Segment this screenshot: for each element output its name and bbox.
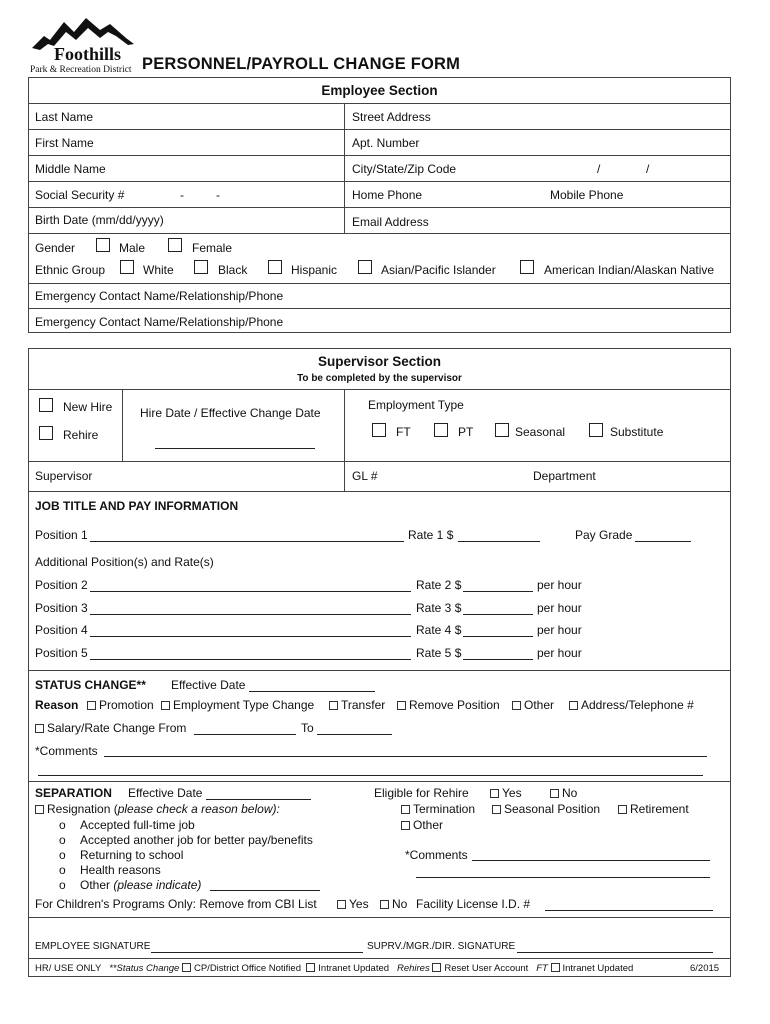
new-hire-checkbox[interactable] (39, 398, 53, 412)
supervisor-field[interactable]: Supervisor (35, 469, 93, 483)
pt-label: PT (458, 425, 474, 439)
remove-position-option[interactable] (397, 698, 500, 712)
separation-effective-input[interactable] (206, 799, 311, 800)
reset-account-label: Reset User Account (444, 963, 529, 974)
ft-label: FT (396, 425, 411, 439)
city-separator: / (597, 162, 601, 176)
ft-checkbox[interactable] (372, 423, 386, 437)
reason-bullet-icon: o (59, 863, 66, 877)
reason-other-label: Other (80, 878, 114, 892)
form-title: PERSONNEL/PAYROLL CHANGE FORM (142, 55, 461, 73)
cbi-no-checkbox[interactable] (380, 900, 389, 909)
seasonal-position-option[interactable] (492, 802, 600, 816)
other-option[interactable] (512, 698, 554, 712)
supervisor-signature-label: SUPRV./MGR./DIR. SIGNATURE (367, 941, 516, 952)
salary-to-input[interactable] (317, 734, 392, 735)
first-name-field[interactable]: First Name (35, 136, 94, 150)
cp-notified-checkbox[interactable] (182, 963, 191, 972)
employment-type-change-label: Employment Type Change (173, 698, 315, 712)
cbi-no-option[interactable] (380, 897, 407, 911)
department-field[interactable]: Department (533, 469, 596, 483)
facility-license-label: Facility License I.D. # (416, 897, 531, 911)
last-name-field[interactable]: Last Name (35, 110, 94, 124)
new-hire-label: New Hire (63, 400, 113, 414)
white-label: White (143, 263, 174, 277)
separation-other-option[interactable] (401, 818, 443, 832)
male-label: Male (119, 241, 146, 255)
reason-better-pay[interactable]: Accepted another job for better pay/benefits (80, 833, 313, 847)
promotion-option[interactable] (87, 698, 154, 712)
employee-section-heading: Employee Section (321, 83, 438, 98)
status-effective-label: Effective Date (171, 678, 246, 692)
intranet-updated-2-checkbox[interactable] (551, 963, 560, 972)
reason-full-time-job[interactable]: Accepted full-time job (80, 818, 195, 832)
position-input[interactable] (90, 659, 411, 660)
resignation-checkbox[interactable] (35, 805, 44, 814)
street-address-field[interactable]: Street Address (352, 110, 431, 124)
intranet-updated-2-label: Intranet Updated (562, 963, 634, 974)
status-comments-input[interactable] (104, 756, 707, 757)
rate-1-label: Rate 1 $ (408, 528, 454, 542)
asian-label: Asian/Pacific Islander (381, 263, 496, 277)
logo-subtitle: Park & Recreation District (30, 65, 132, 75)
emergency-contact-1-field[interactable]: Emergency Contact Name/Relationship/Phone (35, 289, 284, 303)
intranet-updated-checkbox[interactable] (306, 963, 315, 972)
hire-date-input[interactable] (155, 448, 315, 449)
resignation-option[interactable] (35, 802, 280, 816)
employee-signature-label: EMPLOYEE SIGNATURE (35, 941, 151, 952)
rate-label: Rate 4 $ (416, 623, 462, 637)
position-1-input[interactable] (90, 541, 404, 542)
rate-1-input[interactable] (458, 541, 540, 542)
pay-grade-input[interactable] (635, 541, 691, 542)
seasonal-position-checkbox[interactable] (492, 805, 501, 814)
position-label: Position 5 (35, 646, 88, 660)
position-label: Position 4 (35, 623, 88, 637)
reason-school[interactable]: Returning to school (80, 848, 184, 862)
separation-heading: SEPARATION (35, 786, 112, 800)
male-checkbox[interactable] (96, 238, 110, 252)
termination-checkbox[interactable] (401, 805, 410, 814)
hr-only-label: HR/ USE ONLY (35, 963, 102, 974)
per-hour-label: per hour (537, 601, 582, 615)
cbi-yes-option[interactable] (337, 897, 369, 911)
rate-label: Rate 5 $ (416, 646, 462, 660)
rehires-footer-label: Rehires (396, 963, 430, 974)
reason-other-input[interactable] (210, 890, 320, 891)
black-label: Black (218, 263, 248, 277)
salary-change-checkbox[interactable] (35, 724, 44, 733)
reason-bullet-icon: o (59, 848, 66, 862)
supervisor-signature-input[interactable] (517, 952, 713, 953)
per-hour-label: per hour (537, 623, 582, 637)
ethnic-group-label: Ethnic Group (35, 263, 106, 277)
employment-type-change-option[interactable] (161, 698, 314, 712)
promotion-label: Promotion (99, 698, 154, 712)
per-hour-label: per hour (537, 578, 582, 592)
rate-label: Rate 3 $ (416, 601, 462, 615)
hispanic-checkbox[interactable] (268, 260, 282, 274)
city-separator: / (646, 162, 650, 176)
seasonal-label: Seasonal (515, 425, 566, 439)
salary-change-label: Salary/Rate Change From (47, 721, 187, 735)
pay-grade-label: Pay Grade (575, 528, 633, 542)
rehire-yes-option[interactable] (490, 786, 522, 800)
reason-bullet-icon: o (59, 878, 66, 892)
retirement-checkbox[interactable] (618, 805, 627, 814)
promotion-checkbox[interactable] (87, 701, 96, 710)
termination-option[interactable] (401, 802, 475, 816)
status-effective-input[interactable] (249, 691, 375, 692)
logo (30, 14, 140, 74)
retirement-label: Retirement (630, 802, 689, 816)
white-checkbox[interactable] (120, 260, 134, 274)
substitute-label: Substitute (610, 425, 664, 439)
logo-name: Foothills (54, 44, 122, 64)
ssn-separator: - (216, 188, 220, 202)
position-label: Position 2 (35, 578, 88, 592)
intranet-updated-label: Intranet Updated (318, 963, 390, 974)
job-section-heading: JOB TITLE AND PAY INFORMATION (35, 499, 239, 513)
seasonal-position-label: Seasonal Position (504, 802, 601, 816)
seasonal-checkbox[interactable] (495, 423, 509, 437)
rehire-yes-label: Yes (502, 786, 522, 800)
position-input[interactable] (90, 614, 411, 615)
reason-other[interactable] (80, 878, 201, 892)
reset-account-checkbox[interactable] (432, 963, 441, 972)
per-hour-label: per hour (537, 646, 582, 660)
status-change-heading: STATUS CHANGE** (35, 678, 146, 692)
eligible-rehire-label: Eligible for Rehire (374, 786, 469, 800)
salary-change-option[interactable] (35, 721, 186, 735)
rate-input[interactable] (463, 614, 533, 615)
resignation-label: Resignation ( (47, 802, 118, 816)
gl-field[interactable]: GL # (352, 469, 378, 483)
retirement-option[interactable] (618, 802, 689, 816)
female-checkbox[interactable] (168, 238, 182, 252)
home-phone-field[interactable]: Home Phone (352, 188, 423, 202)
separation-comments-input-line2[interactable] (416, 877, 710, 878)
ssn-separator: - (180, 188, 184, 202)
asian-checkbox[interactable] (358, 260, 372, 274)
rate-input[interactable] (463, 636, 533, 637)
address-telephone-option[interactable] (569, 698, 694, 712)
mobile-phone-field[interactable]: Mobile Phone (550, 188, 624, 202)
middle-name-field[interactable]: Middle Name (35, 162, 106, 176)
additional-positions-label: Additional Position(s) and Rate(s) (35, 555, 214, 569)
remove-position-checkbox[interactable] (397, 701, 406, 710)
substitute-checkbox[interactable] (589, 423, 603, 437)
reason-bullet-icon: o (59, 818, 66, 832)
emergency-contact-2-field[interactable]: Emergency Contact Name/Relationship/Phone (35, 315, 284, 329)
female-label: Female (192, 241, 233, 255)
native-label: American Indian/Alaskan Native (544, 263, 715, 277)
reason-label: Reason (35, 698, 79, 712)
status-comments-label: *Comments (35, 744, 98, 758)
rehire-no-checkbox[interactable] (550, 789, 559, 798)
rehire-label: Rehire (63, 428, 99, 442)
other-label: Other (524, 698, 555, 712)
gender-label: Gender (35, 241, 76, 255)
email-field[interactable]: Email Address (352, 215, 429, 229)
salary-to-label: To (301, 721, 314, 735)
hr-footer (35, 963, 633, 974)
separation-effective-label: Effective Date (128, 786, 203, 800)
cp-notified-label: CP/District Office Notified (193, 963, 301, 974)
separation-comments-input[interactable] (472, 860, 710, 861)
status-change-footer-label: **Status Change (109, 963, 180, 974)
status-comments-input-line2[interactable] (38, 775, 703, 776)
separation-other-checkbox[interactable] (401, 821, 410, 830)
cbi-yes-label: Yes (349, 897, 369, 911)
reason-other-note: (please indicate) (113, 878, 202, 892)
other-checkbox[interactable] (512, 701, 521, 710)
rate-input[interactable] (463, 659, 533, 660)
childrens-programs-label: For Children's Programs Only: Remove from CBI List (35, 897, 317, 911)
rate-label: Rate 2 $ (416, 578, 462, 592)
native-checkbox[interactable] (520, 260, 534, 274)
position-label: Position 3 (35, 601, 88, 615)
termination-label: Termination (413, 802, 476, 816)
address-telephone-checkbox[interactable] (569, 701, 578, 710)
position-input[interactable] (90, 591, 411, 592)
rehire-checkbox[interactable] (39, 426, 53, 440)
ssn-field[interactable]: Social Security # (35, 188, 125, 202)
supervisor-subheading: To be completed by the supervisor (297, 373, 462, 384)
hispanic-label: Hispanic (291, 263, 338, 277)
remove-position-label: Remove Position (409, 698, 500, 712)
facility-license-input[interactable] (545, 910, 713, 911)
form-version: 6/2015 (690, 963, 720, 974)
rehire-no-label: No (562, 786, 578, 800)
reason-health[interactable]: Health reasons (80, 863, 161, 877)
rehire-no-option[interactable] (550, 786, 577, 800)
ft-footer-label: FT (536, 963, 548, 974)
cbi-yes-checkbox[interactable] (337, 900, 346, 909)
reason-bullet-icon: o (59, 833, 66, 847)
employee-signature-input[interactable] (151, 952, 363, 953)
salary-from-input[interactable] (194, 734, 296, 735)
separation-comments-label: *Comments (405, 848, 468, 862)
pt-checkbox[interactable] (434, 423, 448, 437)
resignation-note: please check a reason below): (117, 802, 280, 816)
rate-input[interactable] (463, 591, 533, 592)
position-1-label: Position 1 (35, 528, 88, 542)
black-checkbox[interactable] (194, 260, 208, 274)
rehire-yes-checkbox[interactable] (490, 789, 499, 798)
employment-type-label: Employment Type (368, 398, 464, 412)
cbi-no-label: No (392, 897, 408, 911)
birth-date-field[interactable]: Birth Date (mm/dd/yyyy) (35, 213, 164, 227)
hire-date-label: Hire Date / Effective Change Date (140, 406, 321, 420)
address-telephone-label: Address/Telephone # (581, 698, 694, 712)
employment-type-change-checkbox[interactable] (161, 701, 170, 710)
separation-other-label: Other (413, 818, 444, 832)
transfer-option[interactable] (329, 698, 385, 712)
supervisor-section-heading: Supervisor Section (317, 354, 442, 369)
transfer-label: Transfer (341, 698, 386, 712)
transfer-checkbox[interactable] (329, 701, 338, 710)
position-input[interactable] (90, 636, 411, 637)
apt-number-field[interactable]: Apt. Number (352, 136, 420, 150)
city-state-zip-field[interactable]: City/State/Zip Code (352, 162, 457, 176)
